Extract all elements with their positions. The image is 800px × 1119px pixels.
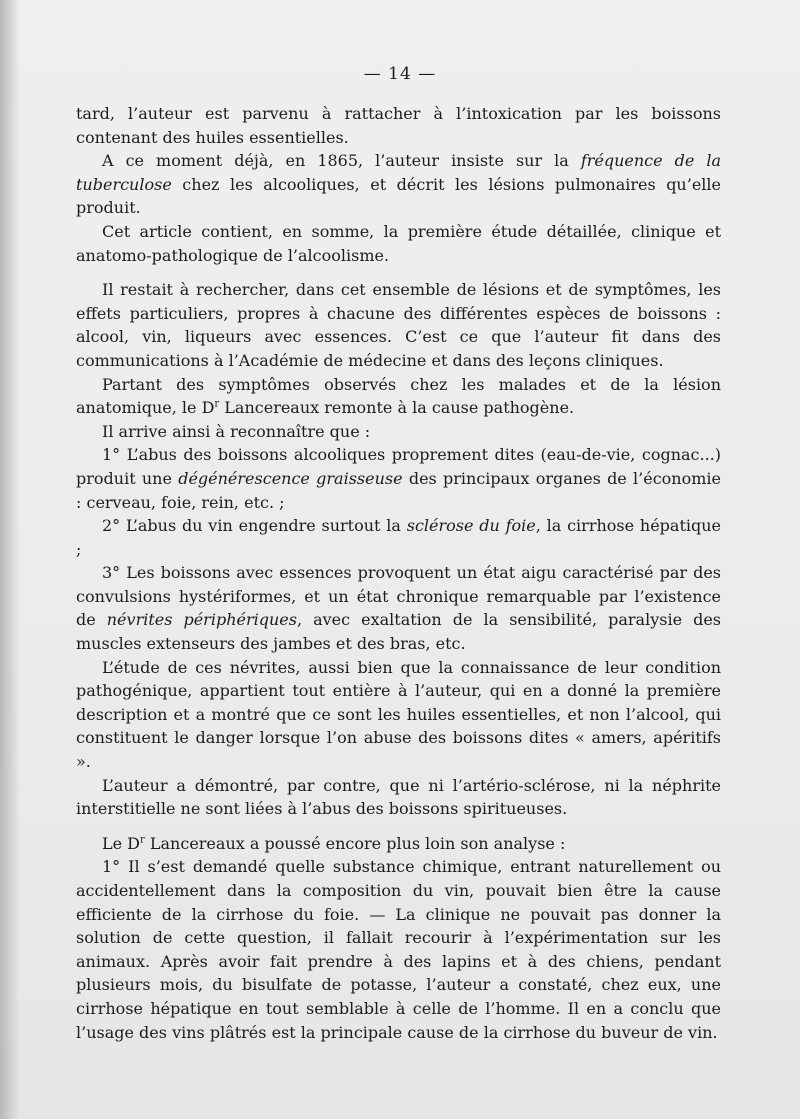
italic-term: fréquence de la tuberculose (76, 151, 722, 194)
text-run: Lancereaux a poussé encore plus loin son analyse : (144, 833, 566, 853)
paragraph-symptoms (76, 373, 721, 420)
text-run: tard, l’auteur est parvenu à rattacher à l’intoxication par les boissons contenant des huiles essentielles. (76, 104, 721, 147)
paragraph-continuation (76, 102, 721, 149)
text-run: A ce moment déjà, en 1865, l’auteur insiste sur la (102, 151, 581, 171)
italic-term: sclérose du foie (406, 516, 536, 536)
text-run: , la cirrhose hépatique ; (76, 516, 722, 559)
paragraph-arteriosclerosis (76, 774, 721, 821)
paragraph-neuritis (76, 656, 721, 774)
text-run: Le D (102, 833, 141, 853)
list-item-3 (76, 561, 721, 655)
paragraph-effects (76, 278, 721, 372)
superscript: r (214, 398, 220, 410)
paragraph-intro-list (76, 420, 721, 444)
superscript: r (140, 834, 145, 846)
page-number: — 14 — (363, 64, 437, 84)
paragraph-tuberculosis (76, 149, 721, 220)
body-text (76, 102, 721, 1044)
text-run: Cet article contient, en somme, la première étude détaillée, clinique et anatomo-pathologique de l’alcoolisme. (76, 221, 721, 265)
text-run: Il arrive ainsi à reconnaître que : (102, 421, 371, 441)
paragraph-experiment (76, 855, 721, 1044)
text-run: des principaux organes de l’économie : cerveau, foie, rein, etc. ; (76, 468, 721, 512)
page-gutter-shadow (0, 0, 20, 1119)
text-run: Partant des symptômes observés chez les malades et de la lésion anatomique, le D (76, 374, 721, 418)
text-run: , avec exaltation de la sensibilité, paralysie des muscles extenseurs des jambes et des bras, etc. (76, 610, 722, 654)
italic-term: névrites périphériques (106, 610, 297, 630)
list-item-1 (76, 443, 721, 514)
text-run: 1° Il s’est demandé quelle substance chimique, entrant naturellement ou accidentellement dans la composition du vin, pouvait bien être la cause efficiente de la cirrhose du foie. — La clinique ne pouvait pas donner la solution de cette question, il fallait recourir à l’expérimentation sur les animaux. Après avoir fait prendre à des lapins et à des chiens, pendant plusieurs mois, du bisulfate de potasse, l’auteur a constaté, chez eux, une cirrhose hépatique en tout semblable à celle de l’homme. Il en a conclu que l’usage des vins plâtrés est la principale cause de la cirrhose du buveur de vin. (76, 857, 721, 1042)
text-run: 3° Les boissons avec essences provoquent un état aigu caractérisé par des convulsions hystériformes, et un état chronique remarquable par l’existence de (76, 563, 721, 630)
list-item-2 (76, 514, 721, 561)
text-run: 1° L’abus des boissons alcooliques proprement dites (eau-de-vie, cognac...) produit une (76, 445, 721, 488)
text-run: Il restait à rechercher, dans cet ensemble de lésions et de symptômes, les effets particuliers, propres à chacune des différentes espèces de boissons : alcool, vin, liqueurs avec essences. C’est ce que l’auteur fit dans des communications à l’Académie de médecine et dans des leçons cliniques. (76, 280, 721, 370)
text-run: 2° L’abus du vin engendre surtout la (102, 516, 407, 536)
paragraph-summary (76, 220, 721, 267)
text-run: Lancereaux remonte à la cause pathogène. (219, 398, 575, 418)
text-run: L’auteur a démontré, par contre, que ni l’artério-sclérose, ni la néphrite interstitielle ne sont liées à l’abus des boissons spiritueuses. (76, 775, 721, 819)
text-run: chez les alcooliques, et décrit les lésions pulmonaires qu’elle produit. (76, 174, 721, 218)
paragraph-analysis (76, 832, 721, 856)
text-run: L’étude de ces névrites, aussi bien que la connaissance de leur condition pathogénique, appartient tout entière à l’auteur, qui en a donné la première description et a montré que ce sont les huiles essentielles, et non l’alcool, qui constituent le danger lorsque l’on abuse des boissons dites « amers, apéritifs ». (76, 657, 721, 772)
italic-term: dégénérescence graisseuse (178, 468, 403, 488)
